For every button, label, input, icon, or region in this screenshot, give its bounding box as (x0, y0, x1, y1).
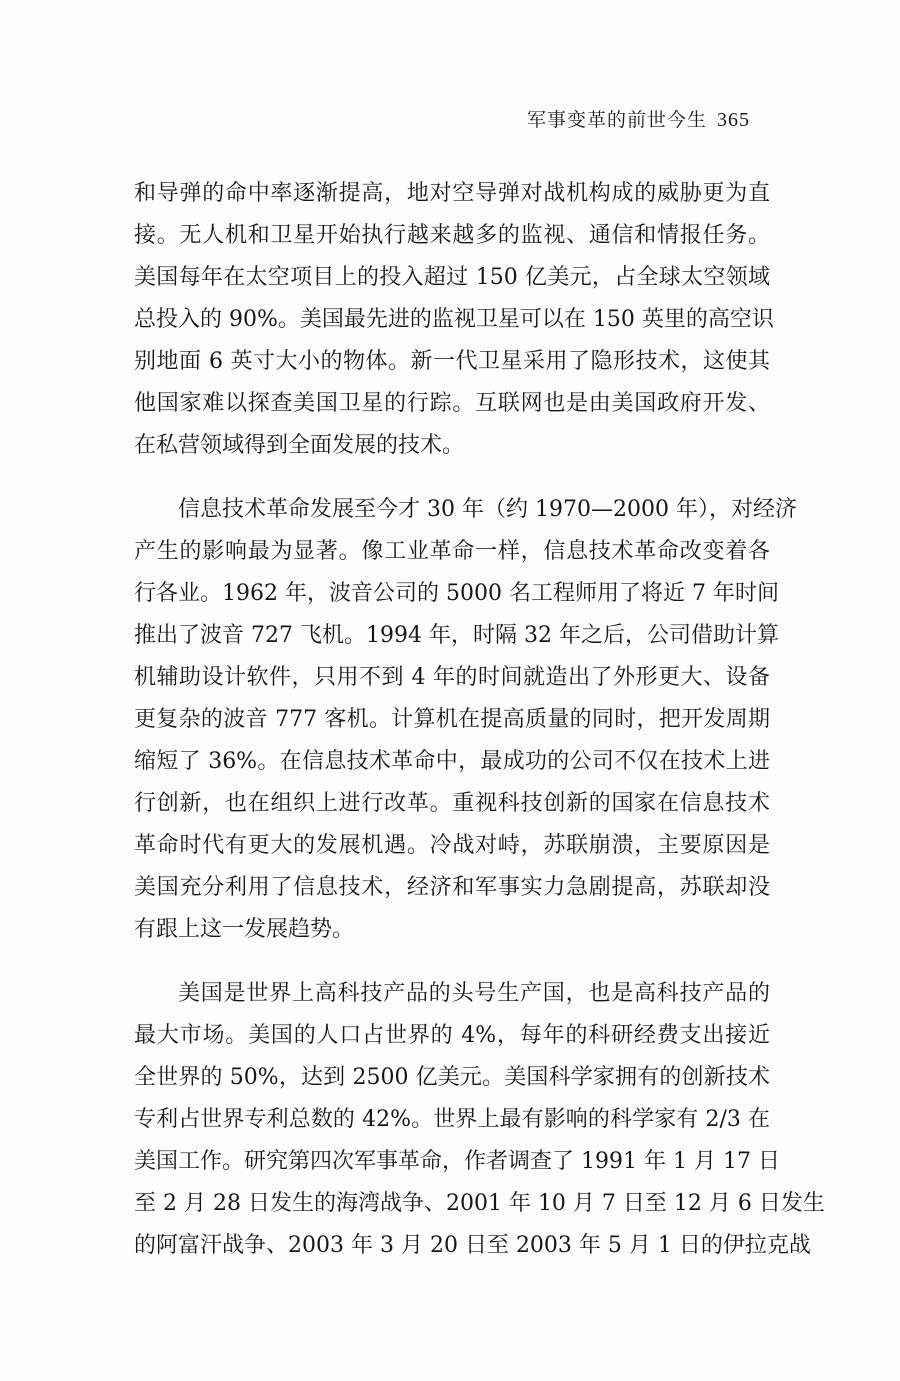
chapter-title: 军事变革的前世今生 (526, 109, 707, 131)
text-line: 和导弹的命中率逐渐提高，地对空导弹对战机构成的威胁更为直 (134, 181, 770, 206)
text-line: 行各业。1962 年，波音公司的 5000 名工程师用了将近 7 年时间 (134, 581, 779, 606)
text-line: 全世界的 50%，达到 2500 亿美元。美国科学家拥有的创新技术 (134, 1065, 770, 1090)
paragraph-gap (134, 951, 770, 973)
text-line: 推出了波音 727 飞机。1994 年，时隔 32 年之后，公司借助计算 (134, 623, 779, 648)
text-line: 机辅助设计软件，只用不到 4 年的时间就造出了外形更大、设备 (134, 665, 770, 690)
paragraph-1 (134, 173, 774, 467)
text-line: 缩短了 36%。在信息技术革命中，最成功的公司不仅在技术上进 (134, 749, 770, 774)
text-line: 有跟上这一发展趋势。 (134, 917, 355, 942)
text-line: 别地面 6 英寸大小的物体。新一代卫星采用了隐形技术，这使其 (134, 349, 770, 374)
text-line: 革命时代有更大的发展机遇。冷战对峙，苏联崩溃，主要原因是 (134, 833, 770, 858)
text-line: 接。无人机和卫星开始执行越来越多的监视、通信和情报任务。 (134, 223, 770, 248)
text-line: 专利占世界专利总数的 42%。世界上最有影响的科学家有 2/3 在 (134, 1107, 770, 1132)
text-line: 行创新，也在组织上进行改革。重视科技创新的国家在信息技术 (134, 791, 770, 816)
paragraph-3 (134, 973, 825, 1267)
text-line: 美国充分利用了信息技术，经济和军事实力急剧提高，苏联却没 (134, 875, 770, 900)
text-line: 信息技术革命发展至今才 30 年（约 1970—2000 年），对经济 (178, 497, 797, 522)
text-line: 美国工作。研究第四次军事革命，作者调查了 1991 年 1 月 17 日 (134, 1149, 780, 1174)
text-line: 美国每年在太空项目上的投入超过 150 亿美元，占全球太空领域 (134, 265, 770, 290)
text-line: 产生的影响最为显著。像工业革命一样，信息技术革命改变着各 (134, 539, 770, 564)
text-line: 更复杂的波音 777 客机。计算机在提高质量的同时，把开发周期 (134, 707, 770, 732)
text-line: 总投入的 90%。美国最先进的监视卫星可以在 150 英里的高空识 (134, 307, 774, 332)
paragraph-gap (134, 467, 770, 489)
text-line: 的阿富汗战争、2003 年 3 月 20 日至 2003 年 5 月 1 日的伊拉克战 (134, 1233, 811, 1258)
text-line: 至 2 月 28 日发生的海湾战争、2001 年 10 月 7 日至 12 月 6 日发生 (134, 1191, 825, 1216)
page-number: 365 (717, 109, 750, 131)
text-line: 美国是世界上高科技产品的头号生产国，也是高科技产品的 (178, 981, 770, 1006)
text-line: 他国家难以探查美国卫星的行踪。互联网也是由美国政府开发、 (134, 391, 770, 416)
paragraph-2 (134, 489, 797, 951)
running-header (527, 105, 750, 132)
text-line: 最大市场。美国的人口占世界的 4%，每年的科研经费支出接近 (134, 1023, 770, 1048)
text-line: 在私营领域得到全面发展的技术。 (134, 433, 465, 458)
body-text (134, 173, 825, 1267)
